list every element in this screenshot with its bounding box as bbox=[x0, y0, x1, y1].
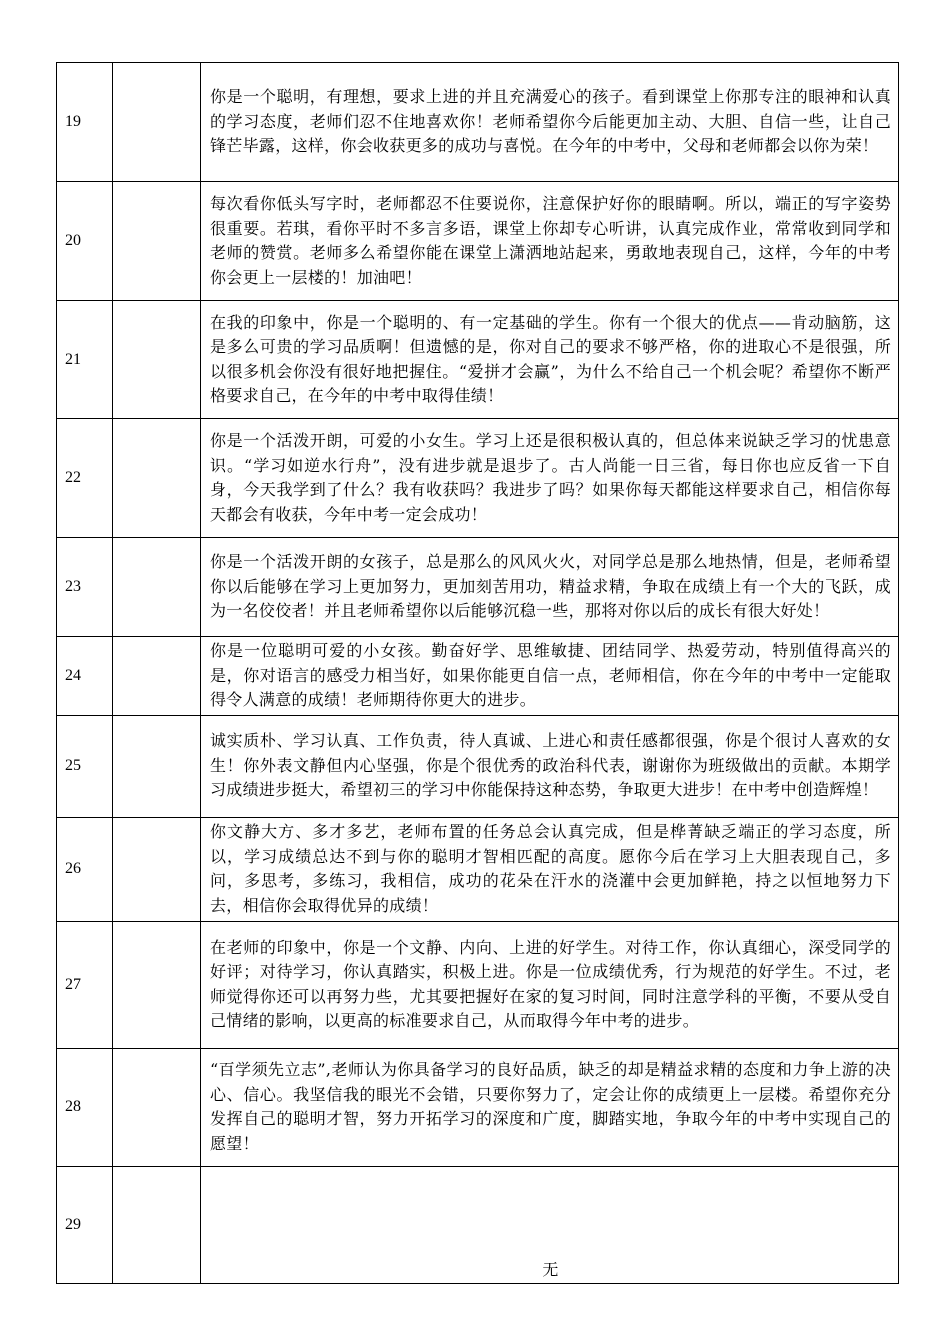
comment-text: 在老师的印象中，你是一个文静、内向、上进的好学生。对待工作，你认真细心，深受同学的好评；对待学习，你认真踏实，积极上进。你是一位成绩优秀，行为规范的好学生。不过，老师觉得你还可以再努力些，尤其要把握好在家的复习时间，同时注意学科的平衡，不要从受自己情绪的影响，以更高的标准要求自己，从而取得今年中考的进步。 bbox=[201, 921, 899, 1048]
row-number: 20 bbox=[57, 182, 113, 301]
row-number: 27 bbox=[57, 921, 113, 1048]
table-row bbox=[57, 637, 899, 716]
row-number: 19 bbox=[57, 63, 113, 182]
table-row bbox=[57, 63, 899, 182]
comment-text: 你是一位聪明可爱的小女孩。勤奋好学、思维敏捷、团结同学、热爱劳动，特别值得高兴的是，你对语言的感受力相当好，如果你能更自信一点，老师相信，你在今年的中考中一定能取得令人满意的成绩！老师期待你更大的进步。 bbox=[201, 637, 899, 716]
row-number: 24 bbox=[57, 637, 113, 716]
row-number: 25 bbox=[57, 715, 113, 817]
table-row bbox=[57, 715, 899, 817]
comments-table bbox=[56, 62, 899, 1284]
comment-text: 每次看你低头写字时，老师都忍不住要说你，注意保护好你的眼睛啊。所以，端正的写字姿势很重要。若琪，看你平时不多言多语，课堂上你却专心听讲，认真完成作业，常常收到同学和老师的赞赏。老师多么希望你能在课堂上潇洒地站起来，勇敢地表现自己，这样，今年的中考你会更上一层楼的！加油吧！ bbox=[201, 182, 899, 301]
student-name-cell bbox=[113, 817, 201, 921]
comment-text-empty bbox=[201, 1166, 899, 1283]
table-row bbox=[57, 419, 899, 538]
row-number: 23 bbox=[57, 538, 113, 637]
row-number: 28 bbox=[57, 1048, 113, 1166]
table-row bbox=[57, 1048, 899, 1166]
student-name-cell bbox=[113, 63, 201, 182]
student-name-cell bbox=[113, 301, 201, 419]
student-name-cell bbox=[113, 182, 201, 301]
student-name-cell bbox=[113, 1166, 201, 1283]
row-number: 22 bbox=[57, 419, 113, 538]
student-name-cell bbox=[113, 715, 201, 817]
student-name-cell bbox=[113, 1048, 201, 1166]
comment-text: 在我的印象中，你是一个聪明的、有一定基础的学生。你有一个很大的优点——肯动脑筋，这是多么可贵的学习品质啊！但遗憾的是，你对自己的要求不够严格，你的进取心不是很强，所以很多机会你没有很好地把握住。“爱拼才会赢”，为什么不给自己一个机会呢？希望你不断严格要求自己，在今年的中考中取得佳绩！ bbox=[201, 301, 899, 419]
table-row bbox=[57, 1166, 899, 1283]
student-name-cell bbox=[113, 637, 201, 716]
table-row bbox=[57, 301, 899, 419]
student-name-cell bbox=[113, 921, 201, 1048]
row-number: 29 bbox=[57, 1166, 113, 1283]
comment-text: 诚实质朴、学习认真、工作负责，待人真诚、上进心和责任感都很强，你是个很讨人喜欢的女生！你外表文静但内心坚强，你是个很优秀的政治科代表，谢谢你为班级做出的贡献。本期学习成绩进步挺大，希望初三的学习中你能保持这种态势，争取更大进步！在中考中创造辉煌！ bbox=[201, 715, 899, 817]
comment-text: 你是一个聪明，有理想，要求上进的并且充满爱心的孩子。看到课堂上你那专注的眼神和认真的学习态度，老师们忍不住地喜欢你！老师希望你今后能更加主动、大胆、自信一些，让自己锋芒毕露，这样，你会收获更多的成功与喜悦。在今年的中考中，父母和老师都会以你为荣！ bbox=[201, 63, 899, 182]
student-name-cell bbox=[113, 419, 201, 538]
none-label: 无 bbox=[542, 1260, 559, 1279]
table-row bbox=[57, 817, 899, 921]
comment-text: 你是一个活泼开朗的女孩子，总是那么的风风火火，对同学总是那么地热情，但是，老师希望你以后能够在学习上更加努力，更加刻苦用功，精益求精，争取在成绩上有一个大的飞跃，成为一名佼佼者！并且老师希望你以后能够沉稳一些，那将对你以后的成长有很大好处！ bbox=[201, 538, 899, 637]
row-number: 26 bbox=[57, 817, 113, 921]
table-row bbox=[57, 538, 899, 637]
comment-text: 你是一个活泼开朗，可爱的小女生。学习上还是很积极认真的，但总体来说缺乏学习的忧患意识。“学习如逆水行舟”，没有进步就是退步了。古人尚能一日三省，每日你也应反省一下自身，今天我学到了什么？我有收获吗？我进步了吗？如果你每天都能这样要求自己，相信你每天都会有收获，今年中考一定会成功！ bbox=[201, 419, 899, 538]
table-row bbox=[57, 921, 899, 1048]
comment-text: “百学须先立志”,老师认为你具备学习的良好品质，缺乏的却是精益求精的态度和力争上游的决心、信心。我坚信我的眼光不会错，只要你努力了，定会让你的成绩更上一层楼。希望你充分发挥自己的聪明才智，努力开拓学习的深度和广度，脚踏实地，争取今年的中考中实现自己的愿望！ bbox=[201, 1048, 899, 1166]
student-name-cell bbox=[113, 538, 201, 637]
comment-text: 你文静大方、多才多艺，老师布置的任务总会认真完成，但是桦菁缺乏端正的学习态度，所以，学习成绩总达不到与你的聪明才智相匹配的高度。愿你今后在学习上大胆表现自己，多问，多思考，多练习，我相信，成功的花朵在汗水的浇灌中会更加鲜艳，持之以恒地努力下去，相信你会取得优异的成绩！ bbox=[201, 817, 899, 921]
table-row bbox=[57, 182, 899, 301]
row-number: 21 bbox=[57, 301, 113, 419]
